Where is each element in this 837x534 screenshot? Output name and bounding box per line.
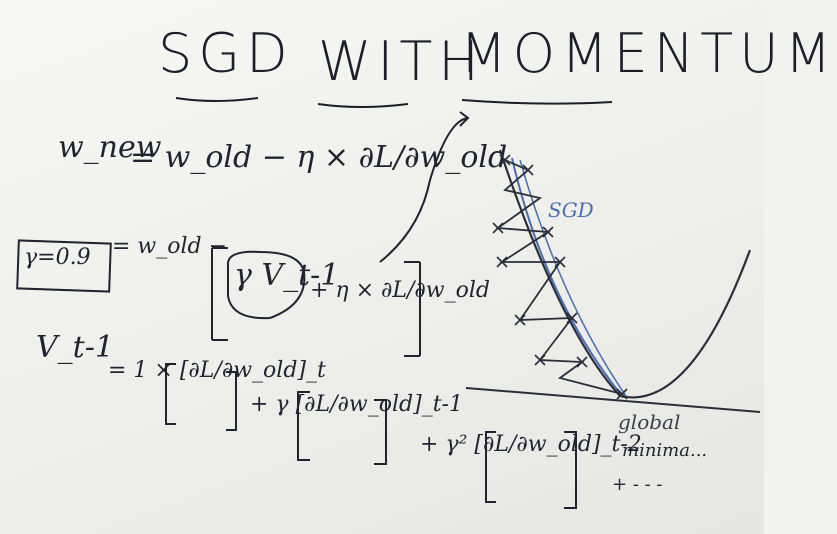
global-minima-label-2: minima... [622,440,708,461]
weight-update-lhs: w_new [58,130,162,165]
momentum-rest: + η × ∂L/∂w_old [310,278,490,303]
velocity-tail: + - - - [612,474,663,495]
velocity-term2: + γ [∂L/∂w_old]_t-1 [250,392,463,417]
momentum-update-start: = w_old − [112,234,228,259]
title-momentum: MOMENTUM [460,22,837,85]
title-sgd: SGD [158,22,294,85]
weight-update-rhs: = w_old − η × ∂L/∂w_old [130,140,508,175]
title-with: WITH [318,30,485,93]
momentum-inner-term: γ V_t-1 [234,258,340,293]
velocity-term3: + γ² [∂L/∂w_old]_t-2 [420,432,642,457]
sgd-curve-label: SGD [548,198,594,222]
velocity-term1: = 1 × [∂L/∂w_old]_t [108,358,326,383]
global-minima-label-1: global [618,410,681,434]
velocity-lhs: V_t-1 [36,330,114,365]
gamma-value: γ=0.9 [24,245,91,270]
